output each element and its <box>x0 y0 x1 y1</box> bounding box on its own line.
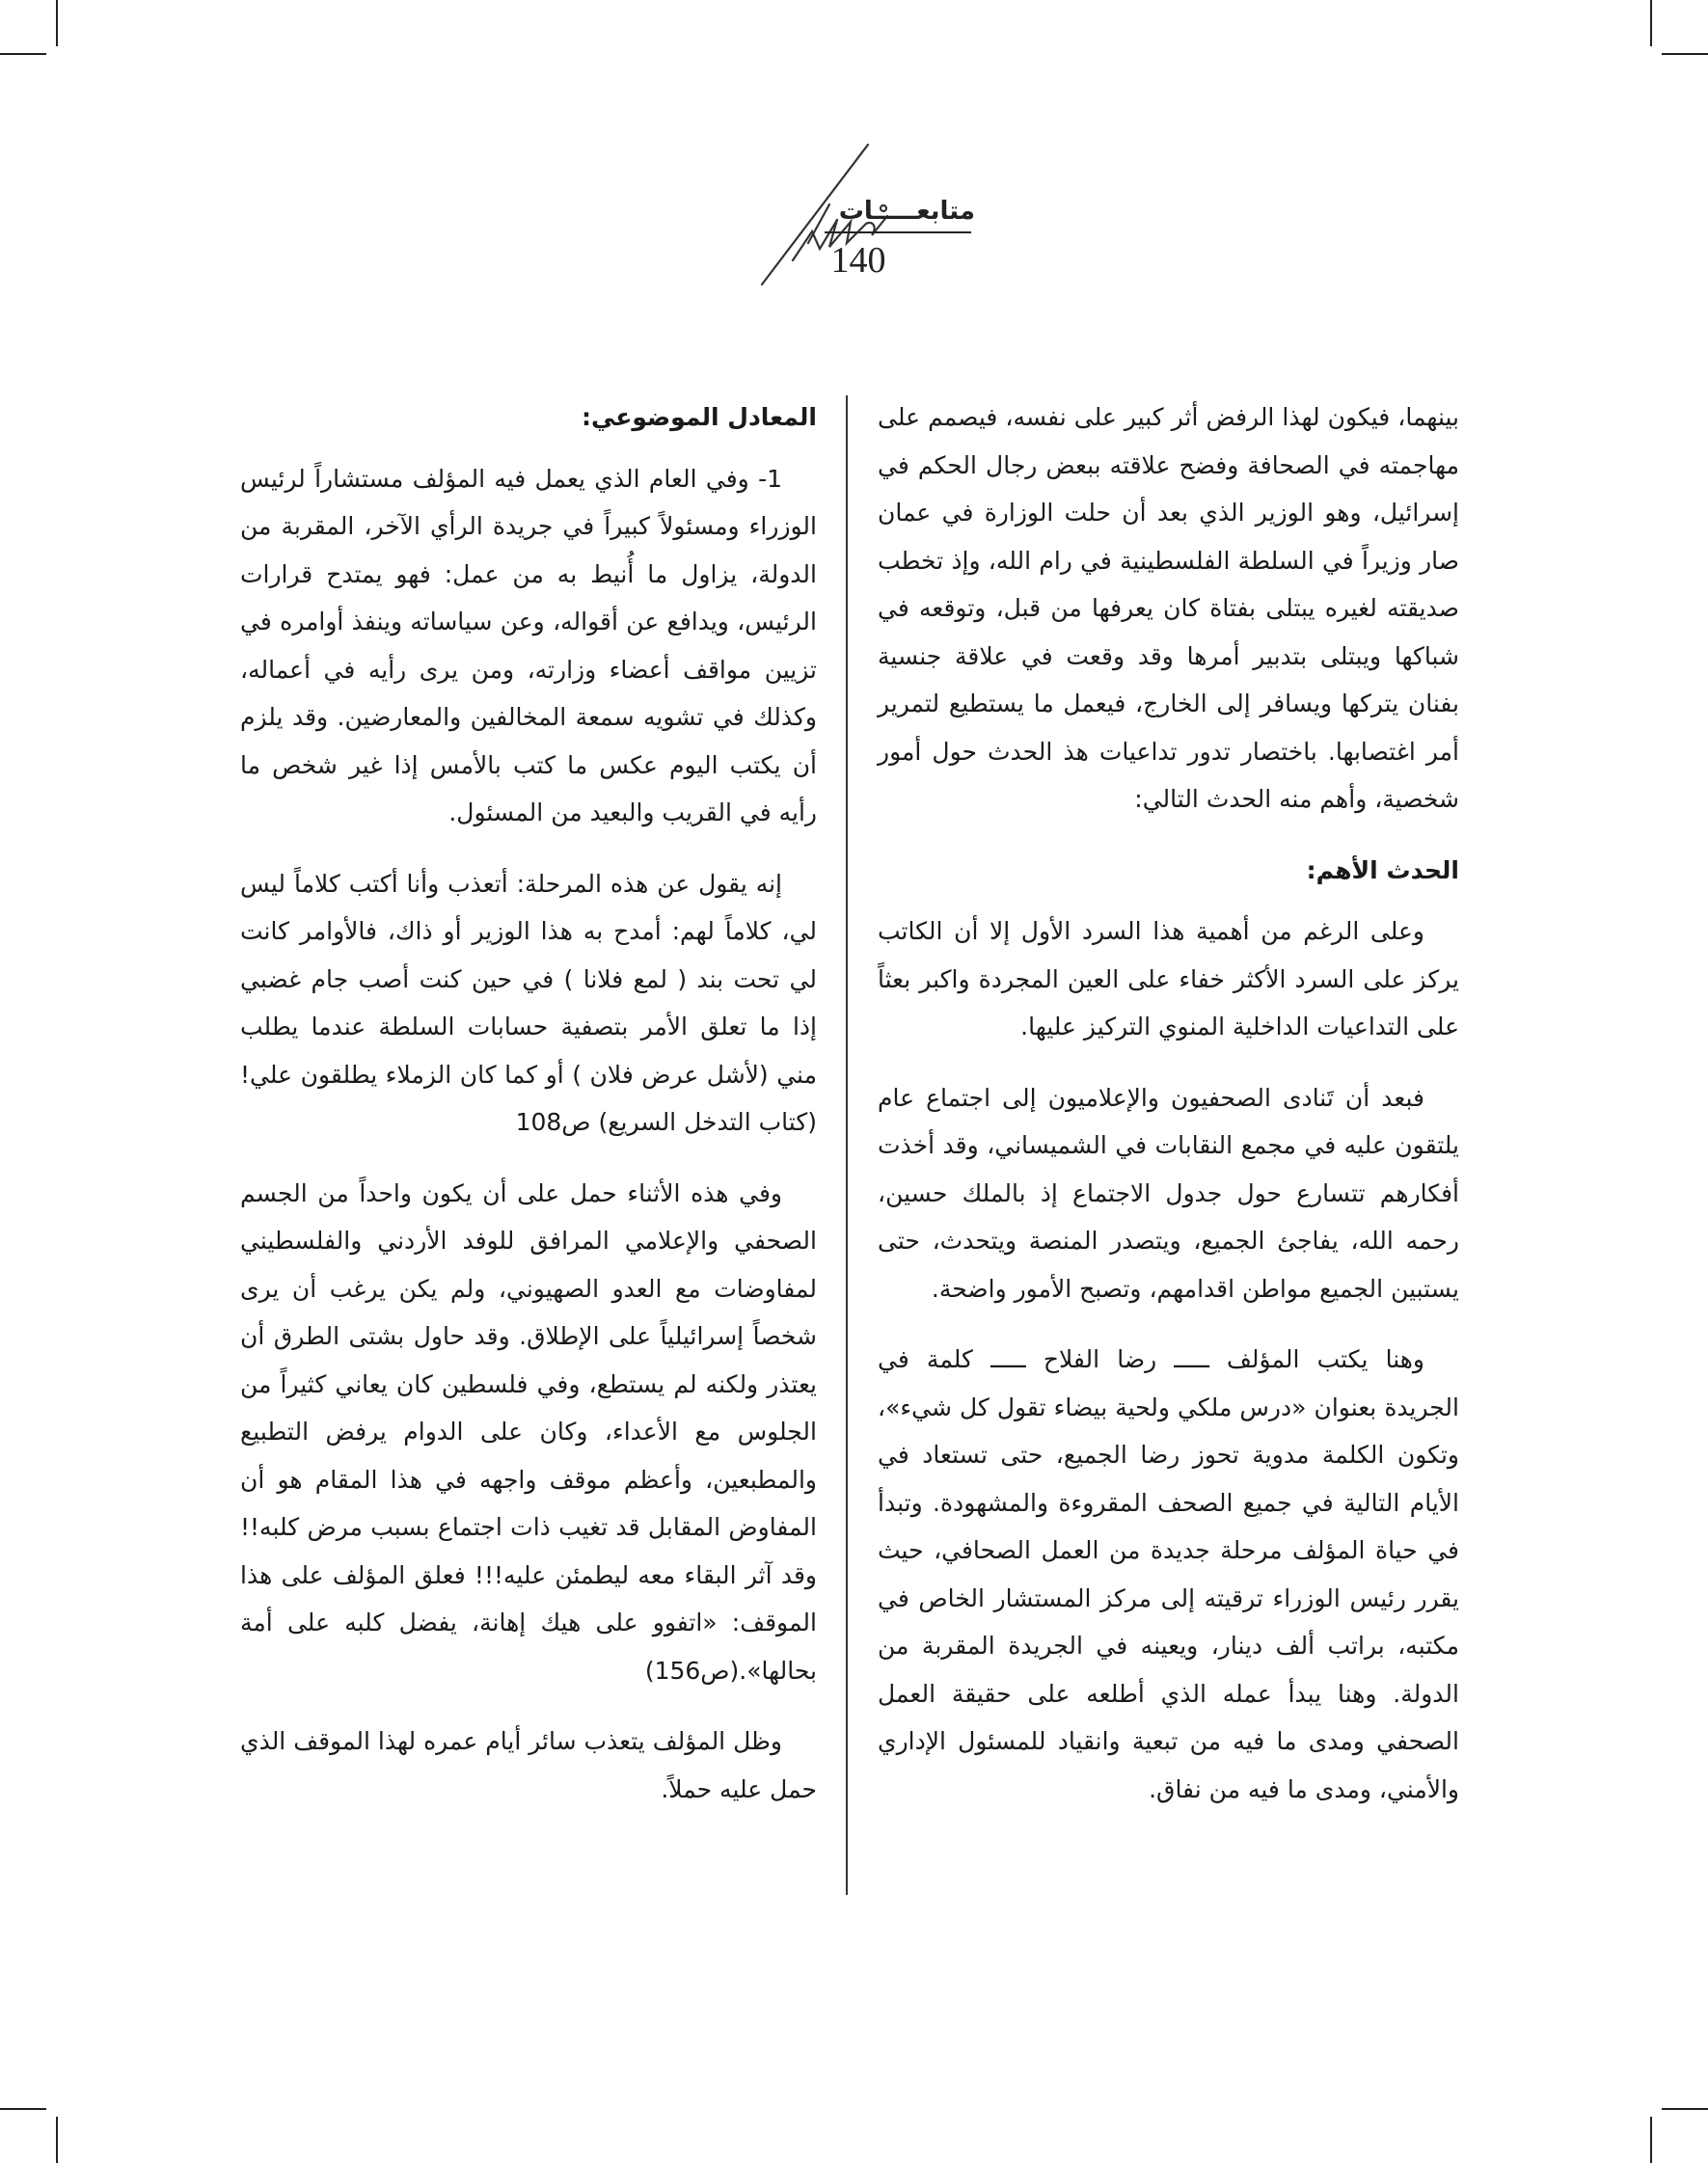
paragraph: وظل المؤلف يتعذب سائر أيام عمره لهذا الموقف الذي حمل عليه حملاً. <box>240 1727 817 1803</box>
crop-mark-bottom-left-h <box>0 2108 46 2110</box>
crop-mark-bottom-left-v <box>56 2117 58 2163</box>
crop-mark-top-left-h <box>0 53 46 55</box>
crop-mark-top-left-v <box>56 0 58 46</box>
paragraph: 1- وفي العام الذي يعمل فيه المؤلف مستشاراً لرئيس الوزراء ومسئولاً كبيراً في جريدة الرأي الآخر، المقربة من الدولة، يزاول ما أُنيط به من عمل: فهو يمتدح قرارات الرئيس، ويدافع عن أقواله، وعن سياساته وينفذ أوامره في تزيين مواقف أعضاء وزارته، ومن يرى رأيه في أعماله، وكذلك في تشويه سمعة المخالفين والمعارضين. وقد يلزم أن يكتب اليوم عكس ما كتب بالأمس إذا غير شخص ما رأيه في القريب والبعيد من المسئول. <box>240 464 817 826</box>
paragraph: بينهما، فيكون لهذا الرفض أثر كبير على نفسه، فيصمم على مهاجمته في الصحافة وفضح علاقته ببعض رجال الحكم في إسرائيل، وهو الوزير الذي بعد أن حلت الوزارة في عمان صار وزيراً في السلطة الفلسطينية في رام الله، وإذ تخطب صديقته لغيره يبتلى بفتاة كان يعرفها من قبل، وتوقعه في شباكها ويبتلى بتدبير أمرها وقد وقعت في علاقة جنسية بفنان يتركها ويسافر إلى الخارج، فيعمل ما يستطيع لتمرير أمر اغتصابها. باختصار تدور تداعيات هذ الحدث حول أمور شخصية، وأهم منه الحدث التالي: <box>878 403 1459 813</box>
header-rule <box>825 231 971 233</box>
paragraph: فبعد أن تَنادى الصحفيون والإعلاميون إلى اجتماع عام يلتقون عليه في مجمع النقابات في الشميساني، وقد أخذت أفكارهم تتسارع حول جدول الاجتماع إذ بالملك حسين، رحمه الله، يفاجئ الجميع، ويتصدر المنصة ويتحدث، حتى يستبين الجميع مواطن اقدامهم، وتصبح الأمور واضحة. <box>878 1083 1459 1303</box>
crop-mark-bottom-right-v <box>1650 2117 1652 2163</box>
crop-mark-bottom-right-h <box>1662 2108 1708 2110</box>
section-heading: المعادل الموضوعي: <box>581 403 817 431</box>
paragraph: وفي هذه الأثناء حمل على أن يكون واحداً من الجسم الصحفي والإعلامي المرافق للوفد الأردني والفلسطيني لمفاوضات مع العدو الصهيوني، ولم يكن يرغب أن يرى شخصاً إسرائيلياً على الإطلاق. وقد حاول بشتى الطرق أن يعتذر ولكنه لم يستطع، وفي فلسطين كان يعاني كثيراً من الجلوس مع الأعداء، وكان على الدوام يرفض التطبيع والمطبعين، وأعظم موقف واجهه في هذا المقام هو أن المفاوض المقابل قد تغيب ذات اجتماع بسبب مرض كلبه!! وقد آثر البقاء معه ليطمئن عليه!!! فعلق المؤلف على هذا الموقف: «اتفوو على هيك إهانة، يفضل كلبه على أمة بحالها».(ص156) <box>240 1178 817 1685</box>
left-column <box>240 393 817 1836</box>
paragraph: وعلى الرغم من أهمية هذا السرد الأول إلا أن الكاتب يركز على السرد الأكثر خفاء على العين المجردة واكبر بعثاً على التداعيات الداخلية المنوي التركيز عليها. <box>878 917 1459 1041</box>
paragraph: إنه يقول عن هذه المرحلة: أتعذب وأنا أكتب كلاماً ليس لي، كلاماً لهم: أمدح به هذا الوزير أو ذاك، فالأوامر كانت لي تحت بند ( لمع فلانا ) في حين كنت أصب جام غضبي إذا ما تعلق الأمر بتصفية حسابات السلطة عندما يطلب مني (لأشل عرض فلان ) أو كما كان الزملاء يطلقون علي! (كتاب التدخل السريع) ص108 <box>240 869 817 1136</box>
column-divider <box>846 395 848 1895</box>
section-heading: الحدث الأهم: <box>1306 855 1459 884</box>
crop-mark-top-right-h <box>1662 53 1708 55</box>
paragraph: وهنا يكتب المؤلف ـــــ رضا الفلاح ـــــ كلمة في الجريدة بعنوان «درس ملكي ولحية بيضاء تقول كل شيء»، وتكون الكلمة مدوية تحوز رضا الجميع، حتى تستعاد في الأيام التالية في جميع الصحف المقروءة والمشهودة. وتبدأ في حياة المؤلف مرحلة جديدة من العمل الصحافي، حيث يقرر رئيس الوزراء ترقيته إلى مركز المستشار الخاص في مكتبه، براتب ألف دينار، ويعينه في الجريدة المقربة من الدولة. وهنا يبدأ عمله الذي أطلعه على حقيقة العمل الصحفي ومدى ما فيه من تبعية وانقياد للمسئول الإداري والأمني، ومدى ما فيه من نفاق. <box>878 1345 1459 1803</box>
page-number: 140 <box>830 240 886 281</box>
right-column <box>878 393 1459 1836</box>
section-label: متابعـــــات <box>838 197 975 226</box>
crop-mark-top-right-v <box>1650 0 1652 46</box>
